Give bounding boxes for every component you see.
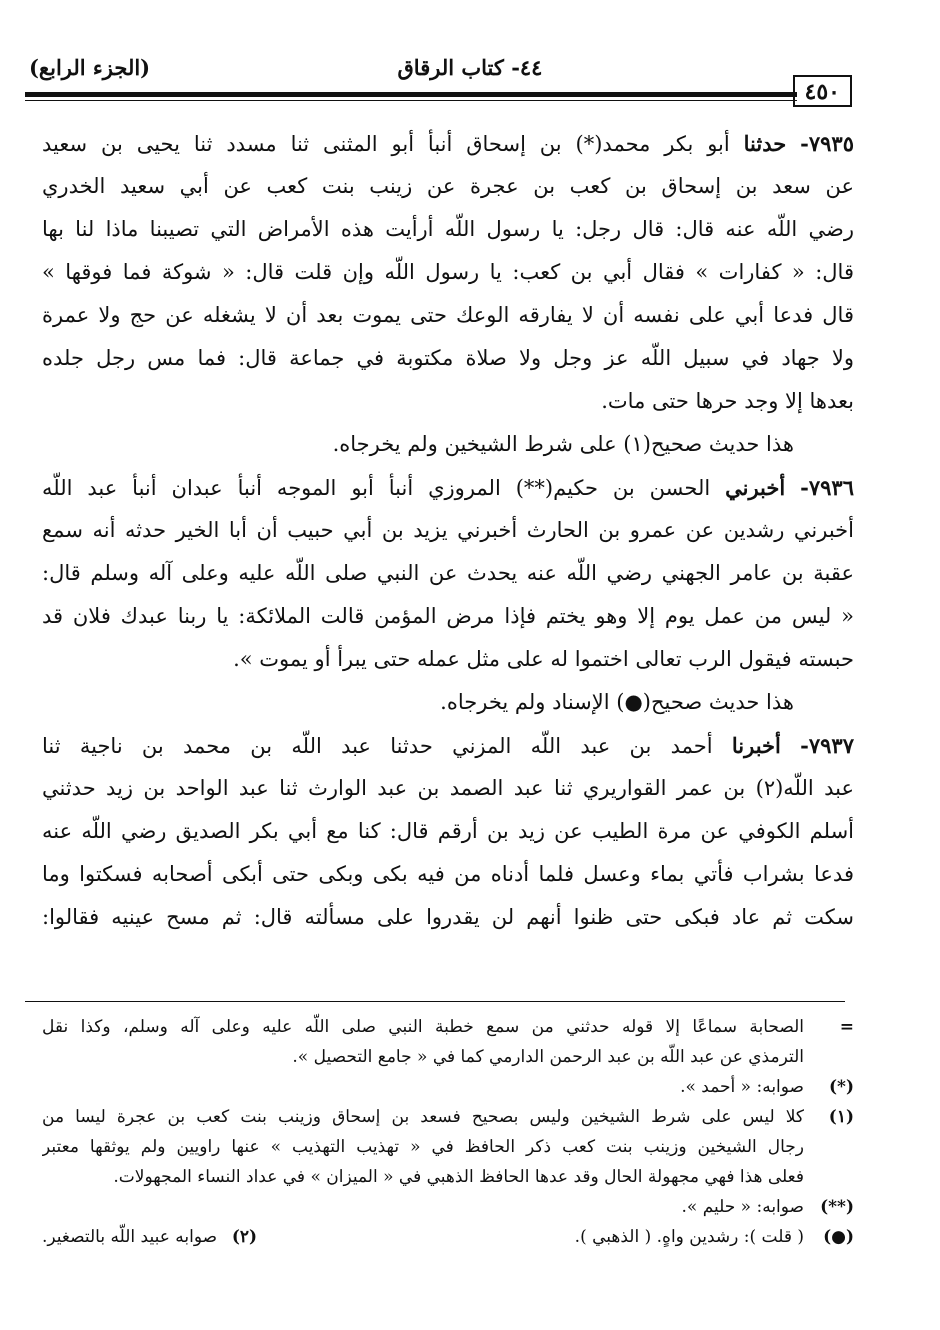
footnote-separator <box>25 1001 845 1002</box>
footnote-continuation <box>42 1012 854 1072</box>
footnote-dot <box>575 1222 854 1252</box>
footnote-text: صوابه عبيد اللّه بالتصغير. <box>42 1227 218 1247</box>
page-header <box>25 55 915 91</box>
hadith-7935-line-6: ولا جهاد في سبيل اللّه عز وجل ولا صلاة مكتوبة في جماعة قال: فما مس رجل جلده <box>42 346 854 370</box>
hadith-7935-verdict: هذا حديث صحيح(١) على شرط الشيخين ولم يخرجاه. <box>332 432 794 456</box>
footnote-mark: (١) <box>828 1107 854 1127</box>
footnote-mark: (●) <box>823 1227 854 1247</box>
footnote-2 <box>42 1222 257 1252</box>
hadith-7935-line-3: رضي اللّه عنه قال: قال رجل: يا رسول اللّه أرأيت هذه الأمراض التي تصيبنا ماذا لنا بها <box>42 217 854 241</box>
hadith-7935-line-7: بعدها إلا وجد حرها حتى مات. <box>601 389 854 413</box>
hadith-7937-line-5: سكت ثم عاد فبكى حتى ظنوا أنهم لن يقدروا على مسألته قال: ثم مسح عينيه فقالوا: <box>42 905 854 929</box>
running-title: ٤٤- كتاب الرقاق <box>397 55 543 80</box>
hadith-verb: أخبرني <box>725 475 786 500</box>
footnote-mark: (**) <box>820 1197 854 1217</box>
footnote-1 <box>42 1102 854 1192</box>
footnote-mark: (*) <box>829 1077 854 1097</box>
hadith-number: ٧٩٣٦- <box>800 475 854 500</box>
footnote-mark: = <box>839 1017 854 1037</box>
footnote-line: فعلى هذا فهي مجهولة الحال وقد عدها الحافظ الذهبي في « الميزان » في عداد النساء المجهولات. <box>113 1167 804 1187</box>
hadith-7937-line-2: عبد اللّه(٢) بن عمر القواريري ثنا عبد الصمد بن عبد الوارث ثنا عبد الواحد بن زيد حدثني <box>42 776 854 800</box>
header-rule <box>25 92 797 97</box>
footnote-line: رجال الشيخين وزينب بنت كعب ذكر الحافظ في « تهذيب التهذيب » عنها راويين ولم يوثقها معتبر <box>42 1137 804 1157</box>
hadith-7936-verdict: هذا حديث صحيح(●) الإسناد ولم يخرجاه. <box>440 690 794 714</box>
hadith-verb: حدثنا <box>743 131 787 156</box>
hadith-number: ٧٩٣٧- <box>800 733 854 758</box>
hadith-7936-line-1 <box>42 466 854 509</box>
hadith-7935-line-4: قال: « كفارات » فقال أبي بن كعب: يا رسول اللّه وإن قلت قال: « شوكة فما فوقها » <box>42 260 854 284</box>
hadith-7936-line-2: أخبرني رشدين عن عمرو بن الحارث أخبرني يزيد بن أبي حبيب أن أبا الخير حدثه أنه سمع <box>42 518 854 542</box>
footnote-star <box>42 1072 854 1102</box>
hadith-7937-line-3: أسلم الكوفي عن مرة الطيب عن زيد بن أرقم قال: كنا مع أبي بكر الصديق رضي اللّه عنه <box>42 819 854 843</box>
footnote-line: الترمذي عن عبد اللّه بن عبد الرحمن الدارمي كما في « جامع التحصيل ». <box>292 1047 804 1067</box>
hadith-7936-line-3: عقبة بن عامر الجهني رضي اللّه عنه يحدث عن النبي صلى اللّه عليه وعلى آله وسلم قال: <box>42 561 854 585</box>
hadith-text: أحمد بن عبد اللّه المزني حدثنا عبد اللّه بن محمد بن ناجية ثنا <box>42 734 713 758</box>
footnote-mark: (٢) <box>231 1227 258 1247</box>
footnote-double-star <box>42 1192 854 1222</box>
hadith-7937-line-4: فدعا بشراب فأتي بماء وعسل فلما أدناه من فيه بكى وبكى حتى أبكى أصحابه فسكتوا وما <box>42 862 854 886</box>
footnote-row <box>42 1222 854 1252</box>
hadith-7935-line-1 <box>42 122 854 165</box>
hadith-text: الحسن بن حكيم(**) المروزي أنبأ أبو الموجه أنبأ عبدان أنبأ عبد اللّه <box>42 476 711 500</box>
part-label: (الجزء الرابع) <box>29 55 151 80</box>
page-number: ٤٥٠ <box>793 75 852 107</box>
header-rule-thin <box>25 100 797 101</box>
hadith-7937-line-1 <box>42 724 854 767</box>
footnote-text: صوابه: « حليم ». <box>681 1197 804 1217</box>
footnote-text: صوابه: « أحمد ». <box>680 1077 804 1097</box>
hadith-7935-line-5: قال فدعا أبي على نفسه أن لا يفارقه الوعك حتى يموت بعد أن لا يشغله عن حج ولا عمرة <box>42 303 854 327</box>
hadith-number: ٧٩٣٥- <box>800 131 854 156</box>
footnote-line: كلا ليس على شرط الشيخين وليس بصحيح فسعد بن إسحاق وزينب بنت كعب بن عجرة ليسا من <box>42 1107 804 1127</box>
hadith-7936-line-5: حبسته فيقول الرب تعالى اختموا له على مثل عمله حتى يبرأ أو يموت ». <box>233 647 854 671</box>
hadith-verb: أخبرنا <box>731 733 781 758</box>
hadith-7935-line-2: عن سعد بن إسحاق بن كعب بن عجرة عن زينب بنت كعب عن أبي سعيد الخدري <box>42 174 854 198</box>
footnotes <box>42 1012 854 1252</box>
hadith-7936-line-4: « ليس من عمل يوم إلا وهو يختم فإذا مرض المؤمن قالت الملائكة: يا ربنا عبدك فلان قد <box>42 604 854 628</box>
footnote-line: الصحابة سماعًا إلا قوله حدثني من سمع خطبة النبي صلى اللّه عليه وعلى آله وسلم، وكذا نقل <box>42 1017 804 1037</box>
footnote-text: ( قلت ): رشدين واهٍ. ( الذهبي ). <box>574 1227 804 1247</box>
main-text <box>42 122 854 939</box>
hadith-text: أبو بكر محمد(*) بن إسحاق أنبأ أبو المثنى ثنا مسدد ثنا يحيى بن سعيد <box>42 132 730 156</box>
